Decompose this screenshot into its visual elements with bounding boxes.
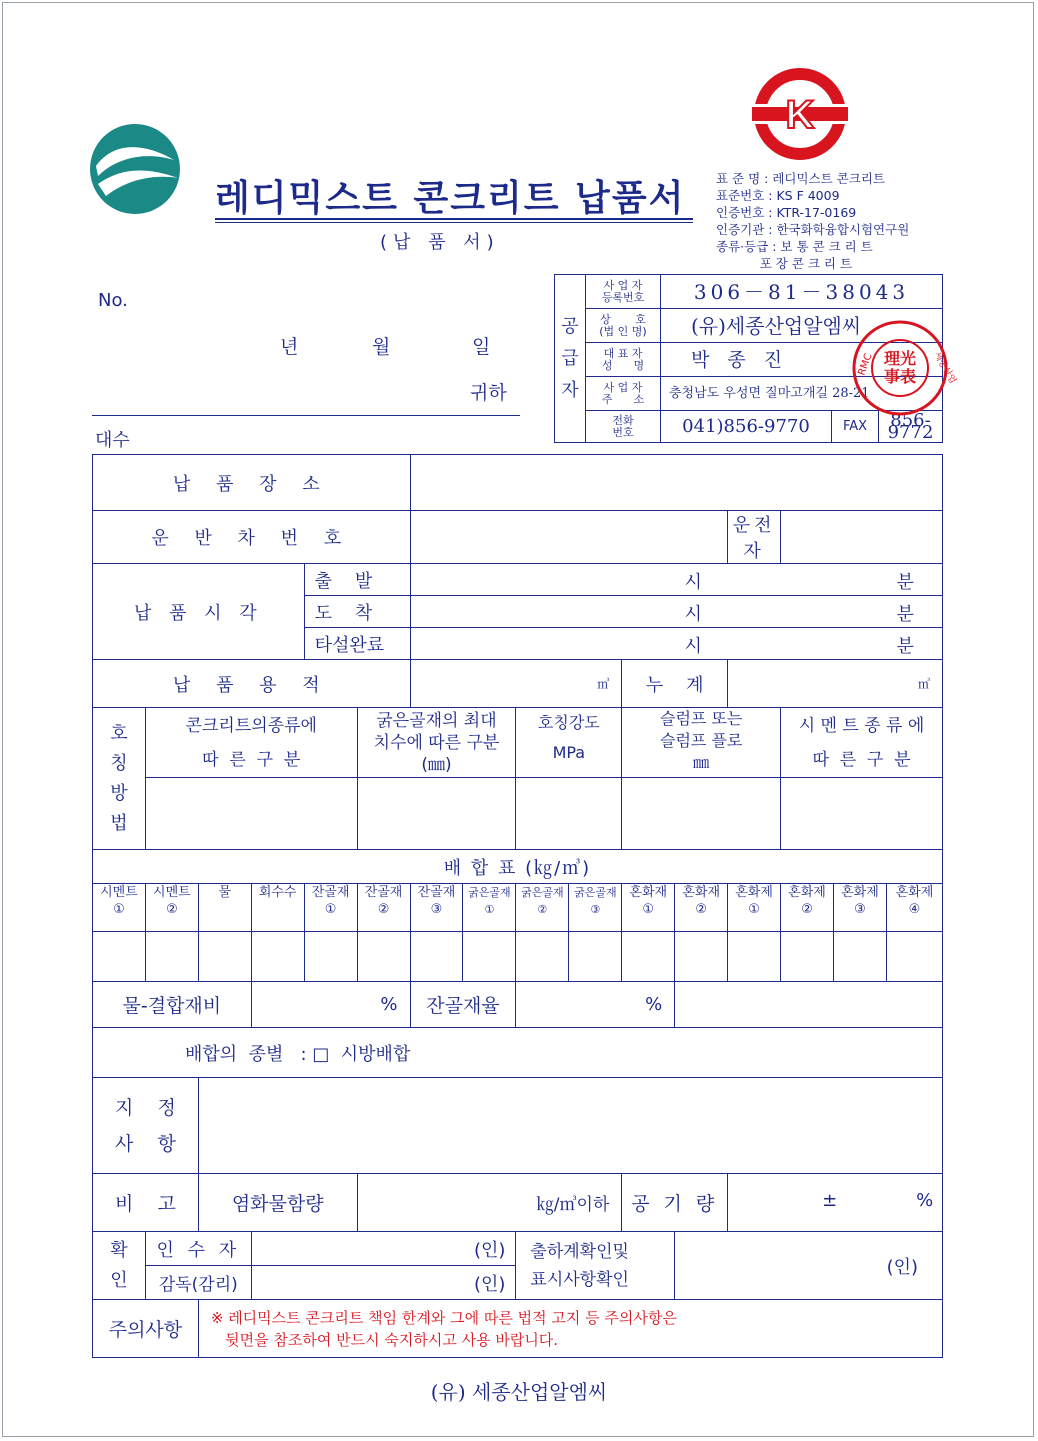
phone-value: 041)856-9770: [661, 411, 832, 443]
air-content-label: 공 기 량: [622, 1174, 728, 1232]
cement-type-field[interactable]: [781, 778, 943, 850]
cement-type-header: 시 멘 트 종 류 에 따 른 구 분: [781, 708, 943, 778]
mix-col-header: 혼화재 ②: [675, 884, 728, 932]
mix-cell[interactable]: [622, 932, 675, 982]
max-aggregate-header: 굵은골재의 최대 치수에 따른 구분 (㎜): [357, 708, 516, 778]
vehicle-no-field[interactable]: [410, 511, 728, 564]
month-label: 월: [372, 336, 391, 358]
address-label: 사 업 자 주 소: [586, 377, 661, 411]
mix-kind-option[interactable]: 배합의 종별 : □ 시방배합: [93, 1028, 943, 1078]
svg-text:RMC: RMC: [856, 352, 875, 378]
minute-unit: 분: [896, 636, 914, 657]
special-notes-field[interactable]: [198, 1078, 942, 1174]
delivery-form-table: [92, 454, 943, 1358]
fine-ratio-field[interactable]: [516, 982, 675, 1028]
departure-time-field[interactable]: [410, 564, 943, 596]
mix-header-row: [93, 884, 943, 932]
mix-col-header: 혼화제 ①: [728, 884, 781, 932]
concrete-type-field[interactable]: [145, 778, 357, 850]
chloride-unit: ㎏/㎥이하: [536, 1195, 610, 1215]
reg-no-value: 306－81－38043: [661, 275, 943, 309]
fax-label: FAX: [832, 411, 879, 443]
chloride-field[interactable]: [357, 1174, 622, 1232]
mix-cell[interactable]: [886, 932, 942, 982]
recipient-suffix: 귀하: [470, 382, 507, 404]
delivery-place-field[interactable]: [410, 455, 943, 511]
mix-cell[interactable]: [304, 932, 357, 982]
departure-label: 출 발: [304, 564, 410, 596]
supplier-side-label: 공 급 자: [555, 275, 586, 443]
mix-cell[interactable]: [834, 932, 887, 982]
mix-col-header: 잔골재 ②: [357, 884, 410, 932]
cumulative-field[interactable]: [728, 660, 943, 708]
m3-unit: ㎥: [917, 677, 930, 691]
confirm-label: 확 인: [93, 1232, 146, 1300]
hour-unit: 시: [684, 604, 702, 625]
unload-done-time-field[interactable]: [410, 628, 943, 660]
svg-text:事表: 事表: [883, 367, 917, 386]
arrival-label: 도 착: [304, 596, 410, 628]
title-underline-thin: [215, 222, 693, 223]
caution-text: ※ 레디믹스트 콘크리트 책임 한계와 그에 따른 법적 고지 등 주의사항은 뒷면을 참조하여 반드시 숙지하시고 사용 바랍니다.: [198, 1300, 942, 1358]
plusminus-symbol: ±: [822, 1190, 838, 1211]
unload-done-label: 타설완료: [304, 628, 410, 660]
year-label: 년: [280, 336, 299, 358]
mix-value-row: [93, 932, 943, 982]
mix-cell[interactable]: [675, 932, 728, 982]
company-name-label: 상 호 (법 인 명): [586, 309, 661, 343]
wb-ratio-field[interactable]: [251, 982, 410, 1028]
seal-mark: (인): [886, 1256, 918, 1278]
number-label: No.: [98, 290, 128, 311]
shipping-confirm-field[interactable]: [675, 1232, 943, 1300]
driver-field[interactable]: [781, 511, 943, 564]
delivery-time-label: 납 품 시 각: [93, 564, 305, 660]
hour-unit: 시: [684, 636, 702, 657]
max-aggregate-field[interactable]: [357, 778, 516, 850]
special-notes-label: 지 정 사 항: [93, 1078, 199, 1174]
vehicle-count-label: 대수: [95, 430, 130, 451]
nominal-method-label: 호 칭 방 법: [93, 708, 146, 850]
reg-no-label: 사 업 자 등록번호: [586, 275, 661, 309]
mix-col-header: 회수수: [251, 884, 304, 932]
concrete-type-header: 콘크리트의종류에 따 른 구 분: [145, 708, 357, 778]
receiver-field[interactable]: [251, 1232, 516, 1266]
fine-ratio-label: 잔골재율: [410, 982, 516, 1028]
mix-col-header: 혼화제 ③: [834, 884, 887, 932]
document-title: 레디믹스트 콘크리트 납품서: [215, 178, 686, 219]
mix-cell[interactable]: [251, 932, 304, 982]
caution-label: 주의사항: [93, 1300, 199, 1358]
mix-col-header: 굵은골재 ①: [463, 884, 516, 932]
company-seal-stamp: [850, 318, 958, 418]
fax-value: 856-9772: [879, 411, 943, 443]
mix-table-title: 배 합 표 (㎏/㎥): [93, 850, 943, 884]
mix-col-header: 굵은골재 ③: [569, 884, 622, 932]
nominal-strength-field[interactable]: [516, 778, 622, 850]
representative-label: 대 표 자 성 명: [586, 343, 661, 377]
shipping-confirm-label: 출하계확인및 표시사항확인: [516, 1232, 675, 1300]
nominal-strength-header: 호칭강도 MPa: [516, 708, 622, 778]
vehicle-no-label: 운 반 차 번 호: [93, 511, 411, 564]
mix-col-header: 혼화제 ②: [781, 884, 834, 932]
mix-col-header: 굵은골재 ②: [516, 884, 569, 932]
mix-cell[interactable]: [463, 932, 516, 982]
wb-ratio-label: 물-결합재비: [93, 982, 252, 1028]
driver-label: 운전자: [728, 511, 781, 564]
svg-text:理光: 理光: [883, 349, 917, 368]
document-subtitle: (납 품 서): [380, 232, 500, 253]
representative-value: 박 종 진: [661, 343, 943, 377]
volume-label: 납 품 용 적: [93, 660, 411, 708]
receiver-label: 인 수 자: [145, 1232, 251, 1266]
svg-text:K: K: [785, 93, 815, 137]
mix-cell[interactable]: [569, 932, 622, 982]
phone-label: 전화 번호: [586, 411, 661, 443]
hour-unit: 시: [684, 572, 702, 593]
mix-col-header: 시멘트 ②: [145, 884, 198, 932]
minute-unit: 분: [896, 572, 914, 593]
mix-col-header: 잔골재 ③: [410, 884, 463, 932]
slump-header: 슬럼프 또는 슬럼프 플로 ㎜: [622, 708, 781, 778]
supervisor-field[interactable]: [251, 1266, 516, 1300]
recipient-line: [92, 415, 520, 416]
minute-unit: 분: [896, 604, 914, 625]
air-content-field[interactable]: [728, 1174, 943, 1232]
mix-cell[interactable]: [728, 932, 781, 982]
slump-field[interactable]: [622, 778, 781, 850]
mix-col-header: 혼화제 ④: [886, 884, 942, 932]
arrival-time-field[interactable]: [410, 596, 943, 628]
mix-col-header: 혼화재 ①: [622, 884, 675, 932]
company-logo: [88, 122, 182, 216]
volume-field[interactable]: [410, 660, 622, 708]
address-value: 충청남도 우성면 질마고개길 28-21: [661, 377, 943, 411]
percent-unit: %: [916, 1190, 934, 1211]
m3-unit: ㎥: [597, 677, 610, 691]
supervisor-label: 감독(감리): [145, 1266, 251, 1300]
ratio-blank-field: [675, 982, 943, 1028]
cumulative-label: 누 계: [622, 660, 728, 708]
delivery-place-label: 납 품 장 소: [93, 455, 411, 511]
company-name-value: (유)세종산업알엠씨: [661, 309, 943, 343]
seal-mark: (인): [473, 1273, 506, 1295]
mix-cell[interactable]: [516, 932, 569, 982]
mix-col-header: 물: [198, 884, 251, 932]
mix-cell[interactable]: [781, 932, 834, 982]
ks-mark-logo: [750, 66, 850, 162]
mix-cell[interactable]: [357, 932, 410, 982]
remarks-label: 비 고: [93, 1174, 199, 1232]
mix-cell[interactable]: [198, 932, 251, 982]
seal-mark: (인): [473, 1239, 506, 1261]
title-underline: [215, 218, 693, 220]
footer-company-name: (유) 세종산업알엠씨: [430, 1380, 608, 1404]
day-label: 일: [472, 336, 491, 358]
percent-unit: %: [380, 994, 398, 1015]
standard-info: 표 준 명 : 레디믹스트 콘크리트 표준번호 : KS F 4009 인증번호 : KTR-17-0169 인증기관 : 한국화학융합시험연구원 종류·등급 : 보 통 콘 크 리 트 포 장 콘 크 리 트: [716, 171, 910, 271]
mix-cell[interactable]: [145, 932, 198, 982]
mix-col-header: 시멘트 ①: [93, 884, 146, 932]
chloride-label: 염화물함량: [198, 1174, 357, 1232]
svg-text:세종산업: 세종산업: [931, 350, 958, 386]
mix-cell[interactable]: [410, 932, 463, 982]
mix-cell[interactable]: [93, 932, 146, 982]
percent-unit: %: [645, 994, 663, 1015]
mix-col-header: 잔골재 ①: [304, 884, 357, 932]
